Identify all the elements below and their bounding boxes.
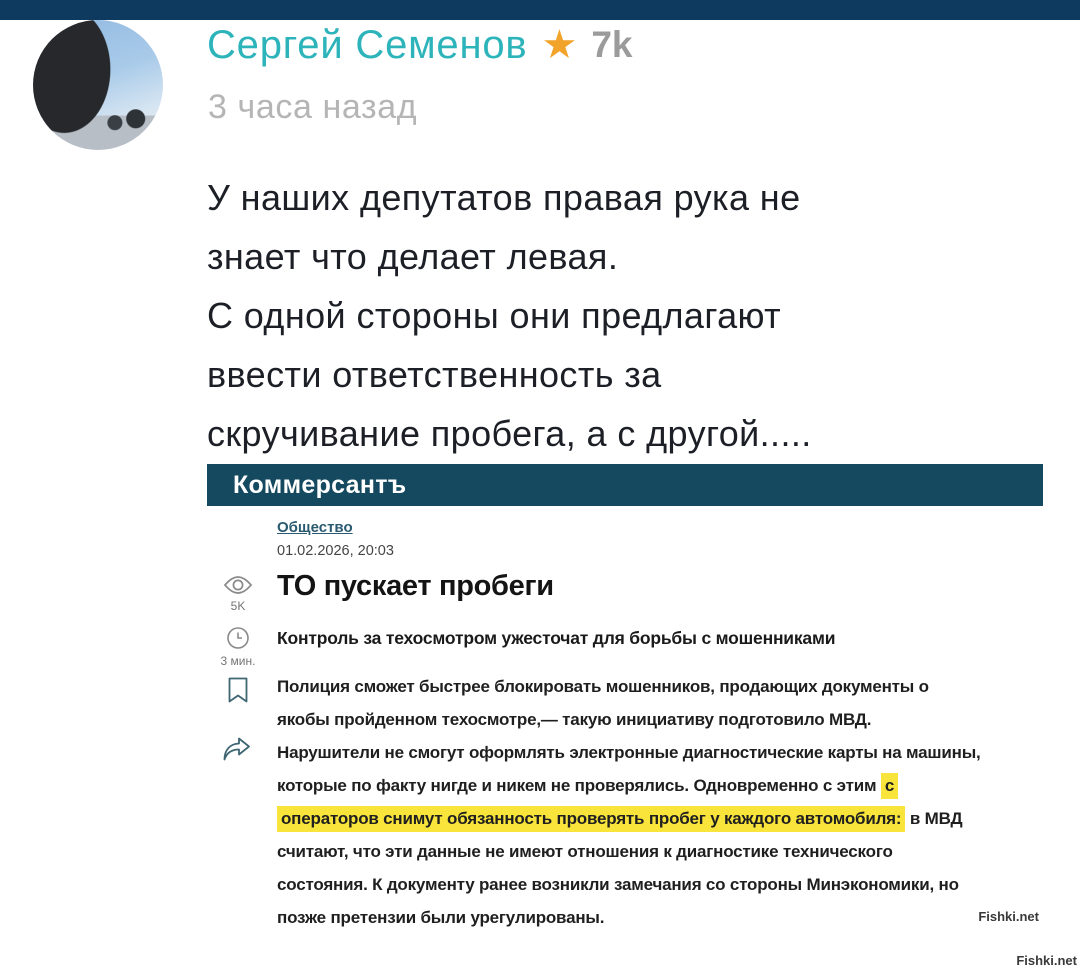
body-line — [277, 769, 981, 802]
body-line: состояния. К документу ранее возникли замечания со стороны Минэкономики, но — [277, 875, 959, 894]
comment-line: ввести ответственность за — [207, 354, 662, 395]
comment-line: С одной стороны они предлагают — [207, 295, 782, 336]
article-datetime: 01.02.2026, 20:03 — [277, 543, 394, 559]
article-body — [277, 670, 981, 934]
comment-line: знает что делает левая. — [207, 236, 619, 277]
karma-count: 7k — [591, 24, 633, 65]
rubric-link: Общество — [277, 519, 353, 536]
top-bar — [0, 0, 1080, 20]
body-line: Полиция сможет быстрее блокировать мошенников, продающих документы о — [277, 677, 929, 696]
timestamp: 3 часа назад — [208, 88, 418, 126]
views-icon — [223, 574, 253, 601]
fishki-watermark: Fishki.net — [978, 909, 1039, 924]
star-icon: ★ — [541, 23, 578, 67]
comment-line: У наших депутатов правая рука не — [207, 177, 801, 218]
embedded-article-screenshot[interactable] — [207, 464, 1043, 942]
body-line: позже претензии были урегулированы. — [277, 908, 605, 927]
body-line: Нарушители не смогут оформлять электронные диагностические карты на машины, — [277, 743, 981, 762]
comment-line: скручивание пробега, а с другой..... — [207, 413, 812, 454]
article-headline: ТО пускает пробеги — [277, 570, 554, 602]
body-line: якобы пройденном техосмотре,— такую инициативу подготовило МВД. — [277, 710, 872, 729]
body-text: которые по факту нигде и никем не проверялись. Одновременно с этим — [277, 776, 881, 795]
comment-text — [207, 168, 812, 463]
highlighted-text: с — [881, 773, 898, 799]
kommersant-logo: Коммерсантъ — [233, 470, 407, 499]
read-time: 3 мин. — [220, 654, 256, 668]
body-line: считают, что эти данные не имеют отношения к диагностике технического — [277, 842, 893, 861]
username-link[interactable]: Сергей Семенов — [207, 22, 528, 67]
highlighted-text: операторов снимут обязанность проверять пробег у каждого автомобиля: — [277, 806, 905, 832]
views-count: 5K — [230, 599, 246, 613]
share-icon — [222, 736, 252, 767]
fishki-watermark-page: Fishki.net — [1016, 953, 1077, 968]
comment-header — [207, 20, 632, 70]
body-line — [277, 802, 981, 835]
bookmark-icon — [227, 676, 249, 709]
read-time-icon — [226, 626, 250, 655]
body-text: в МВД — [905, 809, 963, 828]
article-subheadline: Контроль за техосмотром ужесточат для борьбы с мошенниками — [277, 628, 836, 648]
avatar[interactable] — [33, 20, 163, 150]
kommersant-header-bar — [207, 464, 1043, 506]
